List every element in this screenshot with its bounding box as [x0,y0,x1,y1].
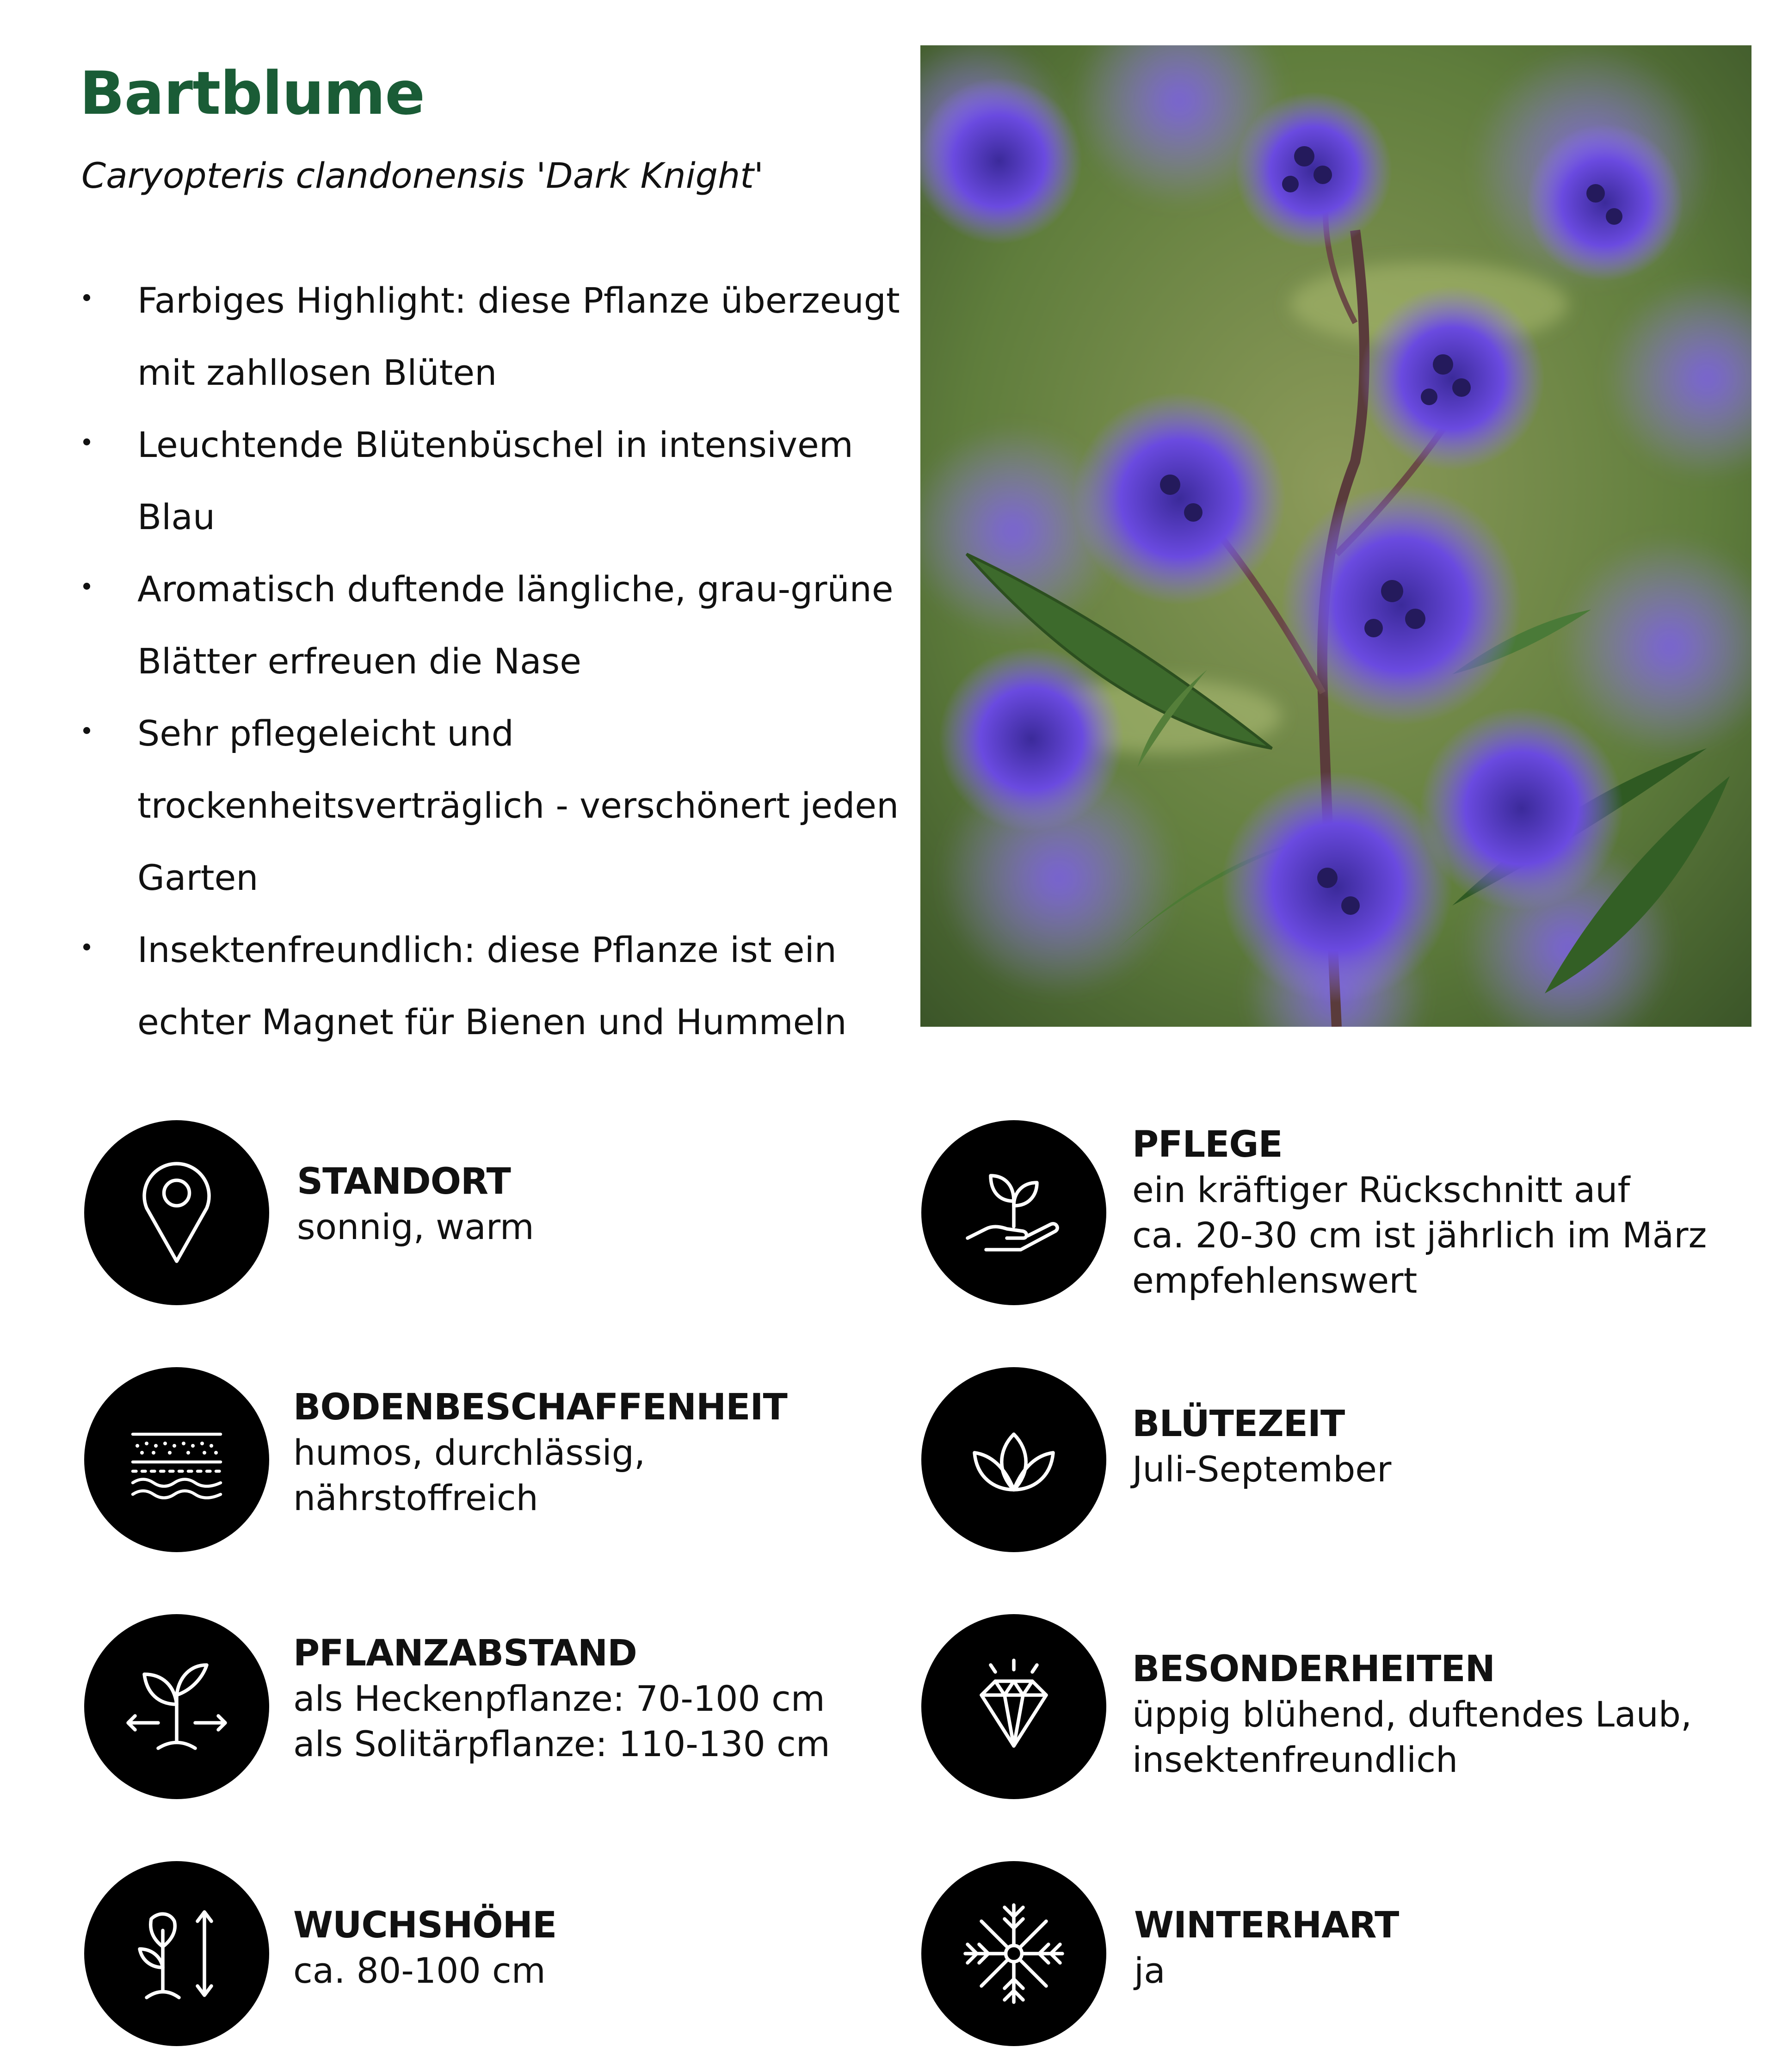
soil-layers-icon [84,1367,269,1552]
plant-spacing-icon [84,1614,269,1799]
pflege-label: PFLEGE [1132,1124,1283,1166]
boden-label: BODENBESCHAFFENHEIT [293,1387,787,1428]
list-item: Aromatisch duftende längliche, grau-grüne Blätter erfreuen die Nase [80,553,903,697]
flower-image [920,45,1751,1027]
location-pin-icon [84,1120,269,1305]
besonderheiten-value: üppig blühend, duftendes Laub, insektenfreundlich [1132,1694,1692,1780]
standort-label: STANDORT [297,1161,511,1202]
page-title: Bartblume [80,59,425,128]
botanical-name: Caryopteris clandonensis 'Dark Knight' [81,155,764,196]
list-item: Leuchtende Blütenbüschel in intensivem Blau [80,409,903,553]
lotus-flower-icon [921,1367,1106,1552]
wuchshoehe-label: WUCHSHÖHE [293,1905,557,1946]
boden-value: humos, durchlässig, nährstoffreich [293,1432,646,1518]
list-item: Farbiges Highlight: diese Pflanze überzeugt mit zahllosen Blüten [80,265,903,409]
plant-photo [920,45,1751,1027]
plant-height-icon [84,1861,269,2046]
bluetezeit-label: BLÜTEZEIT [1132,1403,1345,1445]
winterhart-value: ja [1134,1950,1166,1991]
hand-sprout-icon [921,1120,1106,1305]
standort-value: sonnig, warm [297,1206,534,1247]
abstand-label: PFLANZABSTAND [293,1633,637,1674]
abstand-value: als Heckenpflanze: 70-100 cm als Solitärpflanze: 110-130 cm [293,1678,830,1764]
list-item: Sehr pflegeleicht und trockenheitsverträglich - verschönert jeden Garten [80,697,903,914]
diamond-icon [921,1614,1106,1799]
snowflake-icon [921,1861,1106,2046]
wuchshoehe-value: ca. 80-100 cm [293,1950,546,1991]
bluetezeit-value: Juli-September [1132,1449,1392,1490]
list-item: Insektenfreundlich: diese Pflanze ist ein echter Magnet für Bienen und Hummeln [80,914,903,1058]
pflege-value: ein kräftiger Rückschnitt auf ca. 20-30 cm ist jährlich im März empfehlenswert [1132,1169,1707,1301]
feature-list [80,265,903,1058]
winterhart-label: WINTERHART [1134,1905,1399,1946]
besonderheiten-label: BESONDERHEITEN [1132,1648,1495,1690]
